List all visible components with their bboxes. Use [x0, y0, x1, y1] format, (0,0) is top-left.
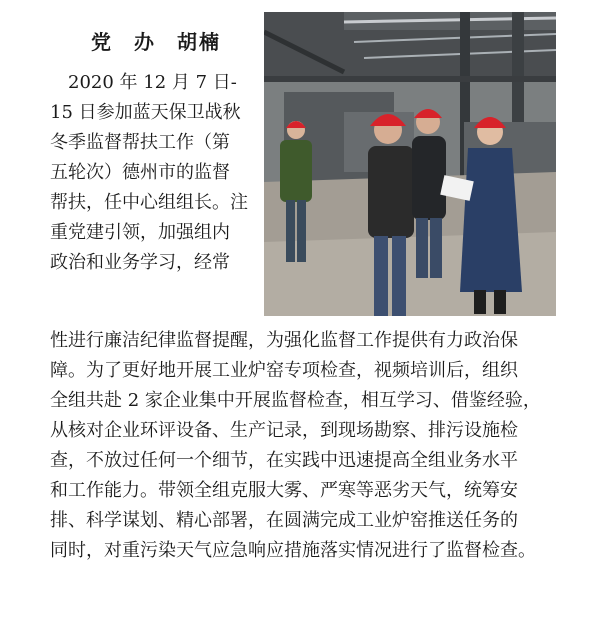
text-line: 2020 年 12 月 7 日- — [50, 72, 237, 93]
text-line: 冬季监督帮扶工作（第 — [50, 132, 230, 153]
text-line: 重党建引领，加强组内 — [50, 222, 230, 243]
title-part-name: 胡楠 — [176, 30, 221, 54]
text-line: 障。为了更好地开展工业炉窑专项检查，视频培训后，组织 — [50, 360, 518, 381]
article-title — [56, 26, 256, 55]
narrow-paragraph — [50, 68, 262, 278]
text-line: 政治和业务学习，经常 — [50, 252, 230, 273]
text-line: 五轮次）德州市的监督 — [50, 162, 230, 183]
text-line: 性进行廉洁纪律监督提醒，为强化监督工作提供有力政治保 — [50, 330, 518, 351]
text-line: 帮扶，任中心组组长。注 — [50, 192, 248, 213]
text-line: 查，不放过任何一个细节，在实践中迅速提高全组业务水平 — [50, 450, 518, 471]
text-line: 排、科学谋划、精心部署，在圆满完成工业炉窑推送任务的 — [50, 510, 518, 531]
text-line: 从核对企业环评设备、生产记录，到现场勘察、排污设施检 — [50, 420, 518, 441]
text-line: 全组共赴 2 家企业集中开展监督检查，相互学习、借鉴经验， — [50, 390, 541, 411]
title-part-department: 党 — [91, 30, 114, 54]
wide-paragraph — [50, 326, 570, 566]
title-part-office: 办 — [134, 30, 156, 54]
inspection-photo — [264, 12, 556, 316]
text-line: 同时，对重污染天气应急响应措施落实情况进行了监督检查。 — [50, 540, 536, 561]
text-line: 和工作能力。带领全组克服大雾、严寒等恶劣天气，统筹安 — [50, 480, 518, 501]
text-line: 15 日参加蓝天保卫战秋 — [50, 102, 241, 123]
